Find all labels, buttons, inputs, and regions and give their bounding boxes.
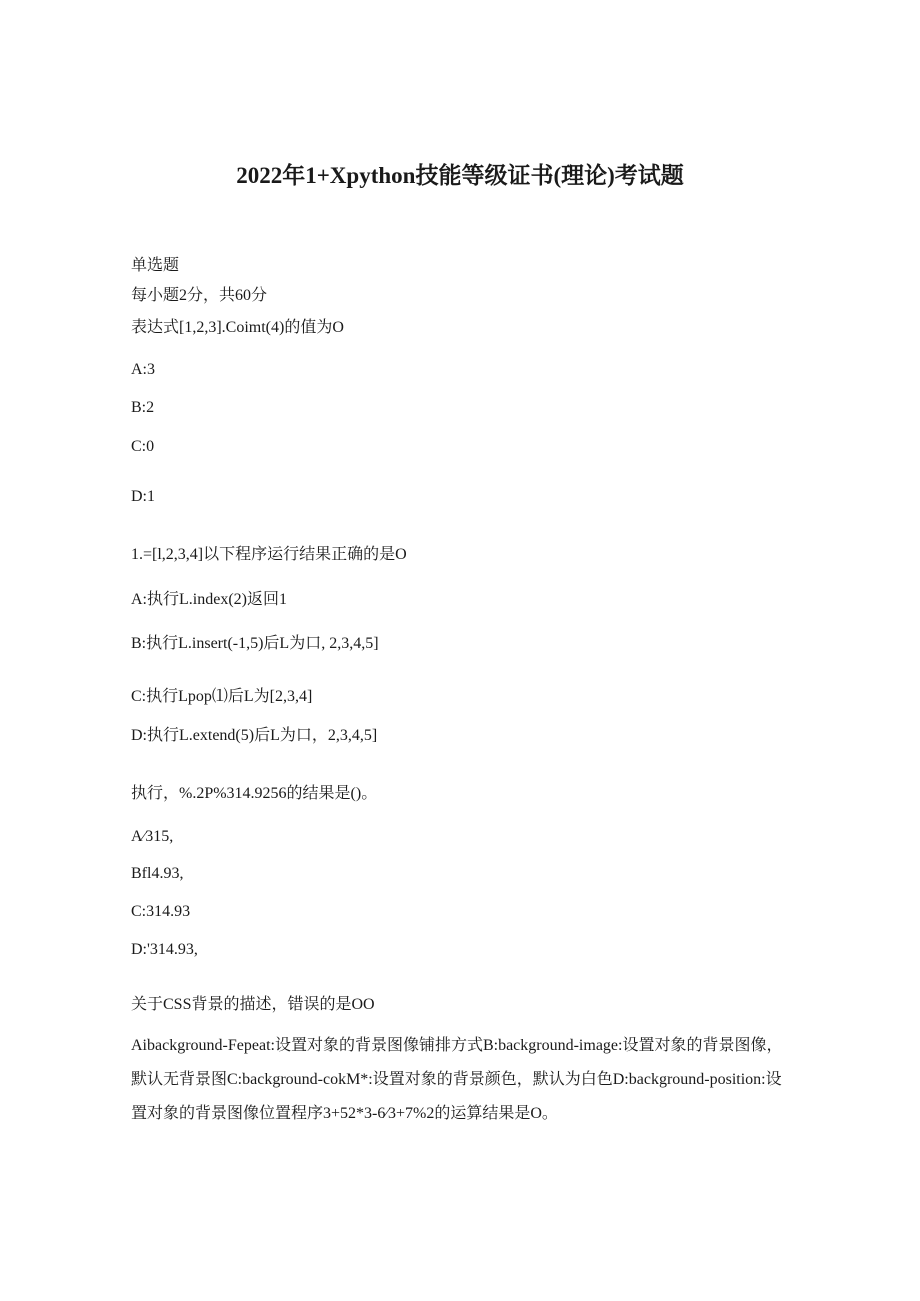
question-1-option-b: B:2 <box>131 399 155 416</box>
section-scoring: 每小题2分，共60分 <box>131 287 268 304</box>
question-2-option-c: C:执行Lpop⑴后L为[2,3,4] <box>131 688 313 705</box>
question-4-body: Aibackground-Fepeat:设置对象的背景图像铺排方式B:background-image:设置对象的背景图像，默认无背景图C:background-cokM*:设置对象的背景颜色，默认为白色D:background-position:设置对象的背景图像位置程序3+52*3-6∕3+7%2的运算结果是O。 <box>131 1037 783 1122</box>
question-2-option-b: B:执行L.insert(-1,5)后L为口, 2,3,4,5] <box>131 635 379 652</box>
question-3-option-d: D:'314.93, <box>131 941 198 958</box>
question-3-option-b: Bfl4.93, <box>131 865 184 882</box>
question-1-option-a: A:3 <box>131 361 155 378</box>
question-1-option-d: D:1 <box>131 488 155 505</box>
question-3-option-a: A∕315, <box>131 828 174 845</box>
question-4-stem: 关于CSS背景的描述，错误的是OO <box>131 996 375 1013</box>
question-1-stem: 表达式[1,2,3].Coimt(4)的值为O <box>131 319 344 336</box>
question-3-stem: 执行，%.2P%314.9256的结果是()。 <box>131 785 378 802</box>
question-2-option-a: A:执行L.index(2)返回1 <box>131 591 287 608</box>
question-3-option-c: C:314.93 <box>131 903 191 920</box>
question-2-option-d: D:执行L.extend(5)后L为口，2,3,4,5] <box>131 727 378 744</box>
question-2-stem: 1.=[l,2,3,4]以下程序运行结果正确的是O <box>131 546 407 563</box>
section-heading: 单选题 <box>131 257 180 274</box>
document-title: 2022年1+Xpython技能等级证书(理论)考试题 <box>236 163 684 188</box>
question-1-option-c: C:0 <box>131 438 155 455</box>
